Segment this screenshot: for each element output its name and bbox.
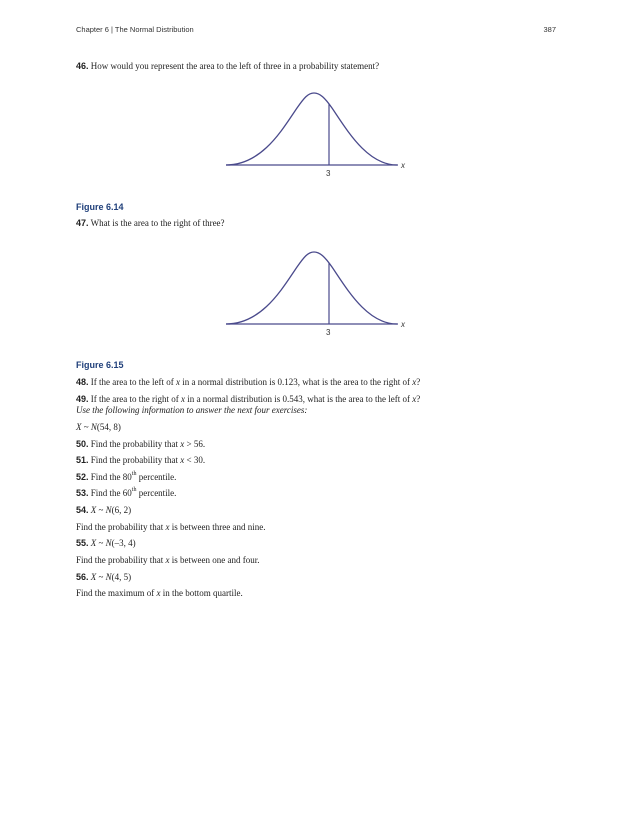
exercise-52: 52. Find the 80th percentile. <box>76 471 177 482</box>
exercise-number: 51. <box>76 455 89 465</box>
bell-curve <box>226 93 397 165</box>
exercise-50: 50. Find the probability that x > 56. <box>76 439 206 449</box>
exercise-number: 55. <box>76 538 89 548</box>
page-number: 387 <box>543 25 556 34</box>
exercise-55-text: Find the probability that x is between one and four. <box>76 555 260 565</box>
exercise-51: 51. Find the probability that x < 30. <box>76 455 206 465</box>
exercise-number: 48. <box>76 377 89 387</box>
axis-label: x <box>401 320 405 329</box>
exercise-number: 46. <box>76 61 89 71</box>
page-header <box>76 25 556 34</box>
exercise-54-text: Find the probability that x is between three and nine. <box>76 522 266 532</box>
instructions: Use the following information to answer the next four exercises: <box>76 405 308 415</box>
exercise-number: 56. <box>76 572 89 582</box>
exercise-number: 53. <box>76 488 89 498</box>
exercise-number: 50. <box>76 439 89 449</box>
exercise-number: 54. <box>76 505 89 515</box>
distribution-statement: X ~ N(54, 8) <box>76 422 121 432</box>
exercise-56-text: Find the maximum of x in the bottom quartile. <box>76 588 243 598</box>
figure-caption: Figure 6.15 <box>76 360 124 370</box>
bell-curve <box>226 252 397 324</box>
exercise-53: 53. Find the 60th percentile. <box>76 487 177 498</box>
normal-curve-figure-6-14 <box>222 88 412 183</box>
exercise-text: What is the area to the right of three? <box>90 218 225 228</box>
axis-label: x <box>401 161 405 170</box>
exercise-49: 49. If the area to the right of x in a normal distribution is 0.543, what is the area to the left of x? <box>76 394 421 404</box>
figure-caption: Figure 6.14 <box>76 202 124 212</box>
normal-curve-figure-6-15 <box>222 247 412 342</box>
exercise-46 <box>76 61 556 72</box>
exercise-47 <box>76 218 556 229</box>
exercise-56: 56. X ~ N(4, 5) <box>76 572 132 582</box>
exercise-number: 49. <box>76 394 89 404</box>
exercise-number: 47. <box>76 218 89 228</box>
tick-label: 3 <box>326 328 331 337</box>
exercise-text: How would you represent the area to the left of three in a probability statement? <box>90 61 380 71</box>
exercise-48: 48. If the area to the left of x in a normal distribution is 0.123, what is the area to the right of x? <box>76 377 421 387</box>
exercise-55: 55. X ~ N(–3, 4) <box>76 538 136 548</box>
chapter-title: Chapter 6 | The Normal Distribution <box>76 25 194 34</box>
exercise-54: 54. X ~ N(6, 2) <box>76 505 132 515</box>
exercise-number: 52. <box>76 472 89 482</box>
tick-label: 3 <box>326 169 331 178</box>
